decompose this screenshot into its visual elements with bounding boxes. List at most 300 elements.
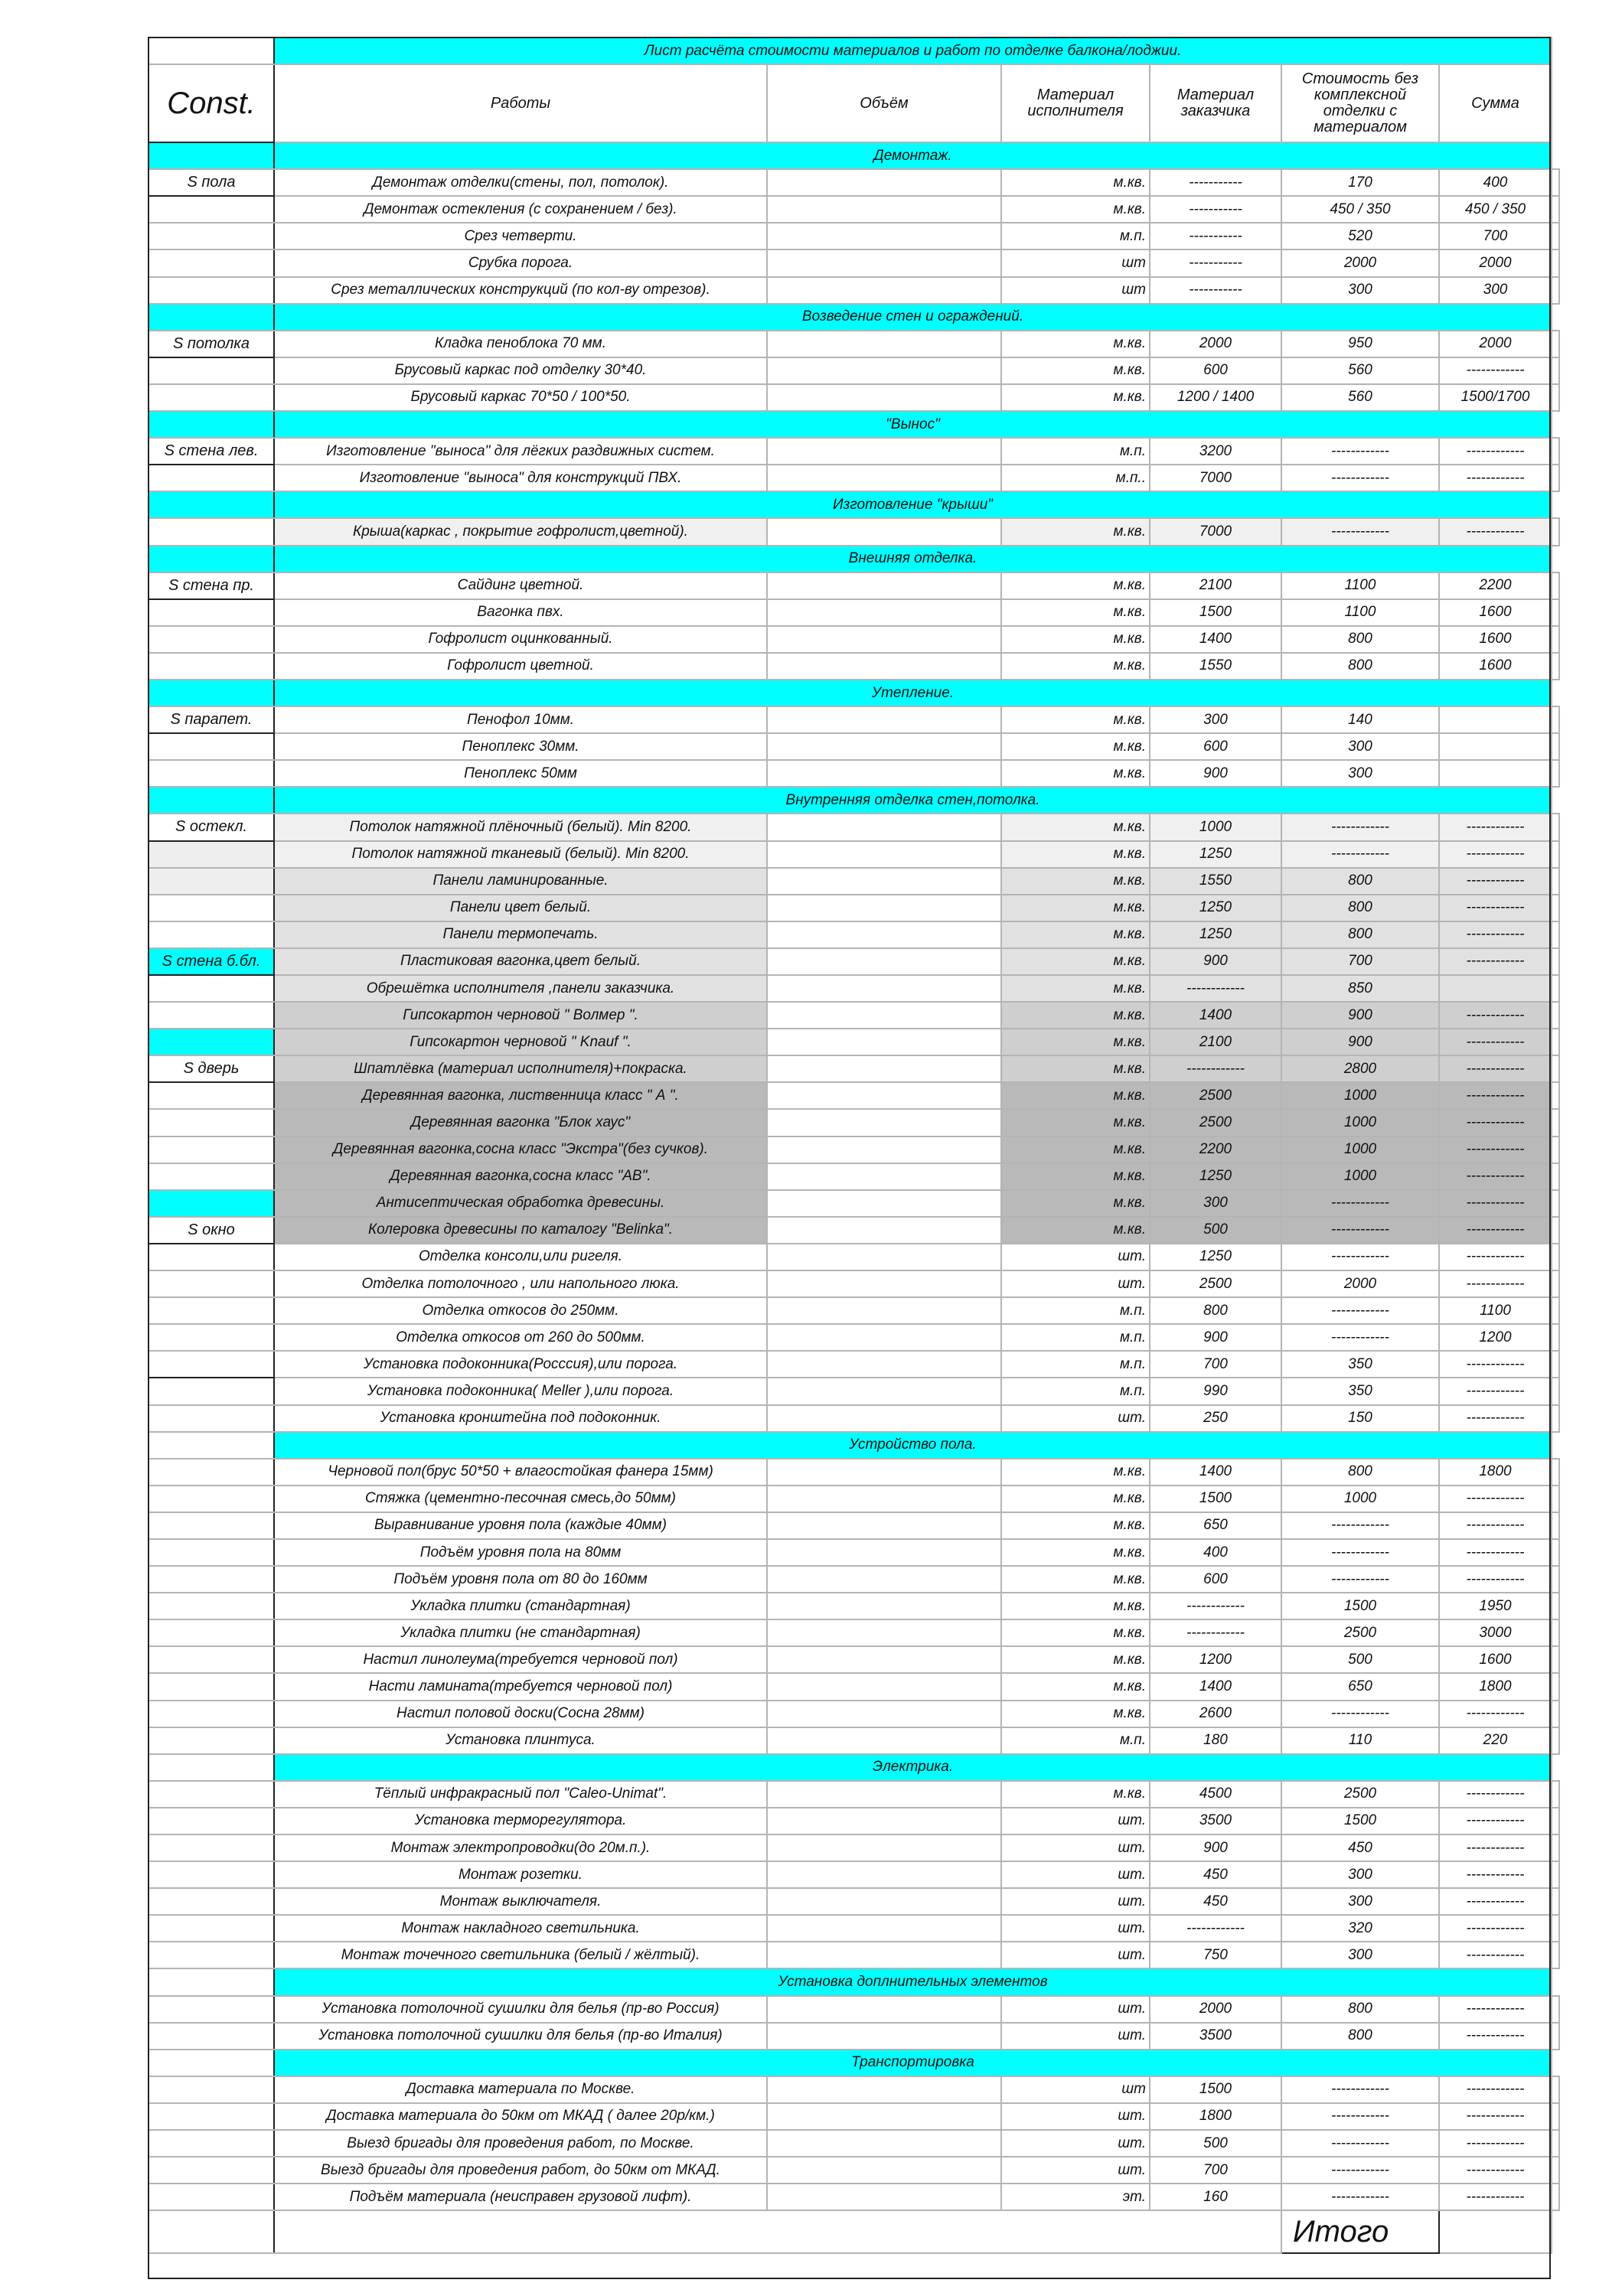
no-complex-cell: ------------ <box>1439 1566 1552 1593</box>
mat-customer-cell: 300 <box>1281 277 1439 304</box>
table-row <box>148 465 1559 491</box>
unit-cell: м.кв. <box>1001 975 1150 1002</box>
side-cell <box>148 1968 274 1995</box>
sum-cell <box>1552 223 1559 249</box>
mat-contractor-cell: 1500 <box>1150 599 1281 626</box>
side-label: S стена пр. <box>148 572 274 599</box>
work-cell: Выезд бригады для проведения работ, по Москве. <box>274 2130 767 2157</box>
section-title: Внешняя отделка. <box>274 546 1552 572</box>
section-title: Установка доплнительных элементов <box>274 1968 1552 1995</box>
no-complex-cell <box>1439 760 1552 787</box>
side-cell <box>148 1351 274 1378</box>
sum-cell <box>1552 1002 1559 1029</box>
unit-cell: м.кв. <box>1001 733 1150 760</box>
work-cell: Гипсокартон черновой " Knauf ". <box>274 1029 767 1055</box>
work-cell: Пенофол 10мм. <box>274 706 767 733</box>
unit-cell: м.п. <box>1001 1351 1150 1378</box>
side-cell <box>148 1459 274 1486</box>
mat-contractor-cell: 450 <box>1150 1888 1281 1915</box>
unit-cell: м.п. <box>1001 1324 1150 1351</box>
table-row <box>148 2076 1559 2103</box>
mat-customer-cell: 110 <box>1281 1727 1439 1754</box>
work-cell: Деревянная вагонка,сосна класс "Экстра"(без сучков). <box>274 1137 767 1163</box>
work-cell: Подъём уровня пола на 80мм <box>274 1539 767 1566</box>
unit-cell: м.кв. <box>1001 1055 1150 1082</box>
sum-cell <box>1552 1835 1559 1861</box>
table-row <box>148 1835 1559 1861</box>
volume-cell <box>767 733 1001 760</box>
table-row <box>148 760 1559 787</box>
sum-cell <box>1552 1029 1559 1055</box>
side-cell <box>148 465 274 491</box>
unit-cell: м.кв. <box>1001 1673 1150 1700</box>
section-row <box>148 491 1559 518</box>
sheet-title: Лист расчёта стоимости материалов и работ по отделке балкона/лоджии. <box>274 38 1552 64</box>
mat-customer-cell: 850 <box>1281 975 1439 1002</box>
mat-customer-cell: 300 <box>1281 1861 1439 1888</box>
no-complex-cell: ------------ <box>1439 1915 1552 1942</box>
sum-cell <box>1552 760 1559 787</box>
volume-cell <box>767 1055 1001 1082</box>
mat-contractor-cell: 2600 <box>1150 1701 1281 1727</box>
no-complex-cell: 220 <box>1439 1727 1552 1754</box>
unit-cell: м.кв. <box>1001 948 1150 975</box>
unit-cell: м.кв. <box>1001 706 1150 733</box>
side-cell <box>148 1701 274 1727</box>
unit-cell: м.п. <box>1001 1297 1150 1324</box>
side-cell <box>148 1727 274 1754</box>
side-cell <box>148 1378 274 1404</box>
sum-cell <box>1552 2023 1559 2050</box>
unit-cell: м.кв. <box>1001 169 1150 196</box>
no-complex-cell: 1600 <box>1439 599 1552 626</box>
volume-cell <box>767 1109 1001 1136</box>
no-complex-cell: 1800 <box>1439 1673 1552 1700</box>
mat-customer-cell: 800 <box>1281 895 1439 921</box>
side-cell <box>148 599 274 626</box>
work-cell: Черновой пол(брус 50*50 + влагостойкая фанера 15мм) <box>274 1459 767 1486</box>
side-cell <box>148 1082 274 1109</box>
sum-cell <box>1552 706 1559 733</box>
no-complex-cell: ------------ <box>1439 1244 1552 1270</box>
mat-contractor-cell: ------------ <box>1150 1055 1281 1082</box>
volume-cell <box>767 1297 1001 1324</box>
no-complex-cell: ------------ <box>1439 438 1552 465</box>
unit-cell: м.п. <box>1001 1378 1150 1404</box>
mat-contractor-cell: ------------ <box>1150 1593 1281 1619</box>
sum-cell <box>1552 599 1559 626</box>
side-cell <box>148 1996 274 2023</box>
section-row <box>148 142 1559 169</box>
sum-cell <box>1552 1619 1559 1646</box>
table-row <box>148 733 1559 760</box>
volume-cell <box>767 1512 1001 1539</box>
unit-cell: м.кв. <box>1001 895 1150 921</box>
mat-customer-cell: ------------ <box>1281 438 1439 465</box>
volume-cell <box>767 1244 1001 1270</box>
work-cell: Отделка консоли,или ригеля. <box>274 1244 767 1270</box>
sum-cell <box>1552 1808 1559 1835</box>
side-cell <box>148 249 274 276</box>
no-complex-cell: ------------ <box>1439 1190 1552 1217</box>
work-cell: Стяжка (цементно-песочная смесь,до 50мм) <box>274 1486 767 1512</box>
mat-contractor-cell: 500 <box>1150 2130 1281 2157</box>
table-row <box>148 1190 1559 1217</box>
unit-cell: м.кв. <box>1001 814 1150 840</box>
mat-contractor-cell: 1400 <box>1150 1459 1281 1486</box>
sum-cell <box>1552 733 1559 760</box>
sum-cell <box>1552 2130 1559 2157</box>
unit-cell: м.кв. <box>1001 1002 1150 1029</box>
work-cell: Кладка пеноблока 70 мм. <box>274 331 767 357</box>
unit-cell: м.кв. <box>1001 572 1150 599</box>
unit-cell: м.кв. <box>1001 841 1150 868</box>
work-cell: Панели термопечать. <box>274 921 767 948</box>
no-complex-cell: ------------ <box>1439 1378 1552 1404</box>
table-row <box>148 706 1559 733</box>
unit-cell: м.кв. <box>1001 196 1150 223</box>
table-row <box>148 1459 1559 1486</box>
table-row <box>148 1727 1559 1754</box>
mat-contractor-cell: 300 <box>1150 706 1281 733</box>
section-title: Утепление. <box>274 680 1552 706</box>
no-complex-cell: ------------ <box>1439 1405 1552 1432</box>
table-row <box>148 1217 1559 1244</box>
section-row <box>148 787 1559 814</box>
work-cell: Установка плинтуса. <box>274 1727 767 1754</box>
sum-cell <box>1552 2076 1559 2103</box>
mat-contractor-cell: ----------- <box>1150 196 1281 223</box>
volume-cell <box>767 1942 1001 1968</box>
side-cell <box>148 841 274 868</box>
mat-customer-cell: 1100 <box>1281 599 1439 626</box>
no-complex-cell: ------------ <box>1439 2076 1552 2103</box>
table-row <box>148 1942 1559 1968</box>
volume-cell <box>767 357 1001 384</box>
no-complex-cell: 400 <box>1439 169 1552 196</box>
mat-customer-cell: 1000 <box>1281 1137 1439 1163</box>
mat-contractor-cell: ----------- <box>1150 249 1281 276</box>
mat-contractor-cell: 1250 <box>1150 1163 1281 1190</box>
sum-cell <box>1552 1082 1559 1109</box>
volume-cell <box>767 2130 1001 2157</box>
table-row <box>148 1324 1559 1351</box>
no-complex-cell: ------------ <box>1439 895 1552 921</box>
no-complex-cell: 450 / 350 <box>1439 196 1552 223</box>
unit-cell: м.кв. <box>1001 1459 1150 1486</box>
mat-contractor-cell: 600 <box>1150 1566 1281 1593</box>
mat-customer-cell: 1500 <box>1281 1593 1439 1619</box>
no-complex-cell: ------------ <box>1439 518 1552 545</box>
no-complex-cell: ------------ <box>1439 1029 1552 1055</box>
mat-customer-cell: ------------ <box>1281 518 1439 545</box>
mat-customer-cell: 800 <box>1281 921 1439 948</box>
side-cell <box>148 1861 274 1888</box>
work-cell: Деревянная вагонка "Блок хаус" <box>274 1109 767 1136</box>
sum-cell <box>1552 1217 1559 1244</box>
table-row <box>148 384 1559 411</box>
sum-cell <box>1552 868 1559 895</box>
sum-cell <box>1552 1378 1559 1404</box>
work-cell: Антисептическая обработка древесины. <box>274 1190 767 1217</box>
table-row <box>148 1593 1559 1619</box>
mat-customer-cell: 800 <box>1281 2023 1439 2050</box>
table-row <box>148 1539 1559 1566</box>
volume-cell <box>767 1539 1001 1566</box>
sum-cell <box>1552 975 1559 1002</box>
volume-cell <box>767 196 1001 223</box>
volume-cell <box>767 2103 1001 2130</box>
section-row <box>148 680 1559 706</box>
mat-customer-cell: 1000 <box>1281 1486 1439 1512</box>
volume-cell <box>767 331 1001 357</box>
work-cell: Демонтаж остекления (с сохранением / без). <box>274 196 767 223</box>
work-cell: Пеноплекс 30мм. <box>274 733 767 760</box>
table-row <box>148 1861 1559 1888</box>
mat-customer-cell: ------------ <box>1281 1701 1439 1727</box>
mat-customer-cell: 2000 <box>1281 249 1439 276</box>
mat-customer-cell: 300 <box>1281 1888 1439 1915</box>
mat-contractor-cell: 900 <box>1150 948 1281 975</box>
volume-cell <box>767 1405 1001 1432</box>
mat-contractor-cell: 1250 <box>1150 841 1281 868</box>
mat-customer-cell: ------------ <box>1281 465 1439 491</box>
mat-contractor-cell: ----------- <box>1150 277 1281 304</box>
unit-cell: м.кв. <box>1001 1137 1150 1163</box>
sum-cell <box>1552 572 1559 599</box>
table-row <box>148 1029 1559 1055</box>
mat-customer-cell: 2000 <box>1281 1270 1439 1297</box>
sum-cell <box>1552 1137 1559 1163</box>
unit-cell: шт. <box>1001 1808 1150 1835</box>
no-complex-cell: ------------ <box>1439 465 1552 491</box>
no-complex-cell: ------------ <box>1439 2183 1552 2210</box>
mat-customer-cell: ------------ <box>1281 1539 1439 1566</box>
mat-contractor-cell: 750 <box>1150 1942 1281 1968</box>
unit-cell: м.кв. <box>1001 1217 1150 1244</box>
mat-contractor-cell: ------------ <box>1150 975 1281 1002</box>
work-cell: Колеровка древесины по каталогу "Belinka". <box>274 1217 767 1244</box>
volume-cell <box>767 1082 1001 1109</box>
volume-cell <box>767 1888 1001 1915</box>
table-row <box>148 653 1559 680</box>
volume-cell <box>767 1137 1001 1163</box>
unit-cell: м.кв. <box>1001 1701 1150 1727</box>
volume-cell <box>767 1996 1001 2023</box>
unit-cell: шт. <box>1001 1835 1150 1861</box>
table-row <box>148 1109 1559 1136</box>
unit-cell: шт <box>1001 277 1150 304</box>
work-cell: Отделка откосов от 260 до 500мм. <box>274 1324 767 1351</box>
no-complex-cell: ------------ <box>1439 1808 1552 1835</box>
mat-contractor-cell: 3200 <box>1150 438 1281 465</box>
table-row <box>148 1163 1559 1190</box>
mat-contractor-cell: 2000 <box>1150 1996 1281 2023</box>
side-cell <box>148 1029 274 1055</box>
volume-cell <box>767 814 1001 840</box>
table-row <box>148 1781 1559 1808</box>
table-row <box>148 1244 1559 1270</box>
volume-cell <box>767 841 1001 868</box>
side-cell <box>148 384 274 411</box>
mat-contractor-cell: 2500 <box>1150 1082 1281 1109</box>
mat-customer-cell: 520 <box>1281 223 1439 249</box>
volume-cell <box>767 1002 1001 1029</box>
sum-cell <box>1552 626 1559 653</box>
side-cell <box>148 1593 274 1619</box>
unit-cell: шт. <box>1001 2157 1150 2183</box>
unit-cell: м.кв. <box>1001 1593 1150 1619</box>
work-cell: Укладка плитки (не стандартная) <box>274 1619 767 1646</box>
sum-cell <box>1552 921 1559 948</box>
mat-customer-cell: ------------ <box>1281 1190 1439 1217</box>
mat-customer-cell: ------------ <box>1281 2157 1439 2183</box>
volume-cell <box>767 948 1001 975</box>
side-cell <box>148 357 274 384</box>
no-complex-cell: ------------ <box>1439 921 1552 948</box>
side-label: S парапет. <box>148 706 274 733</box>
header-no-complex: Стоимость без комплексной отделки с материалом <box>1281 64 1439 142</box>
mat-contractor-cell: 180 <box>1150 1727 1281 1754</box>
no-complex-cell: ------------ <box>1439 1109 1552 1136</box>
mat-customer-cell: 300 <box>1281 733 1439 760</box>
work-cell: Установка потолочной сушилки для белья (пр-во Италия) <box>274 2023 767 2050</box>
side-cell <box>148 1915 274 1942</box>
no-complex-cell: 3000 <box>1439 1619 1552 1646</box>
no-complex-cell: ------------ <box>1439 1701 1552 1727</box>
table-row <box>148 841 1559 868</box>
mat-customer-cell: 350 <box>1281 1378 1439 1404</box>
sum-cell <box>1552 277 1559 304</box>
mat-customer-cell: ------------ <box>1281 1324 1439 1351</box>
no-complex-cell: 700 <box>1439 223 1552 249</box>
mat-customer-cell: 450 <box>1281 1835 1439 1861</box>
sum-cell <box>1552 1486 1559 1512</box>
volume-cell <box>767 706 1001 733</box>
volume-cell <box>767 1378 1001 1404</box>
sum-cell <box>1552 1781 1559 1808</box>
side-cell <box>148 975 274 1002</box>
mat-contractor-cell: 7000 <box>1150 465 1281 491</box>
table-row <box>148 948 1559 975</box>
work-cell: Панели цвет белый. <box>274 895 767 921</box>
volume-cell <box>767 1781 1001 1808</box>
side-cell <box>148 1297 274 1324</box>
volume-cell <box>767 169 1001 196</box>
work-cell: Гофролист цветной. <box>274 653 767 680</box>
table-row <box>148 1270 1559 1297</box>
mat-customer-cell: ------------ <box>1281 2076 1439 2103</box>
mat-customer-cell: 700 <box>1281 948 1439 975</box>
mat-customer-cell: 2500 <box>1281 1781 1439 1808</box>
sum-cell <box>1552 465 1559 491</box>
side-label: S потолка <box>148 331 274 357</box>
mat-contractor-cell: 1550 <box>1150 868 1281 895</box>
work-cell: Монтаж розетки. <box>274 1861 767 1888</box>
no-complex-cell: ------------ <box>1439 1055 1552 1082</box>
side-cell <box>148 733 274 760</box>
mat-contractor-cell: 500 <box>1150 1217 1281 1244</box>
table-row <box>148 1297 1559 1324</box>
side-cell <box>148 1619 274 1646</box>
work-cell: Отделка откосов до 250мм. <box>274 1297 767 1324</box>
const-cell-top <box>148 38 274 64</box>
side-cell <box>148 223 274 249</box>
volume-cell <box>767 1459 1001 1486</box>
volume-cell <box>767 626 1001 653</box>
no-complex-cell: ------------ <box>1439 1861 1552 1888</box>
volume-cell <box>767 1861 1001 1888</box>
sum-cell <box>1552 1942 1559 1968</box>
unit-cell: м.п. <box>1001 438 1150 465</box>
mat-customer-cell: 150 <box>1281 1405 1439 1432</box>
mat-contractor-cell: ----------- <box>1150 169 1281 196</box>
no-complex-cell: ------------ <box>1439 2103 1552 2130</box>
unit-cell: м.кв. <box>1001 1781 1150 1808</box>
side-cell <box>148 1163 274 1190</box>
side-cell <box>148 2050 274 2076</box>
section-row <box>148 304 1559 331</box>
sum-cell <box>1552 1405 1559 1432</box>
mat-customer-cell: 500 <box>1281 1646 1439 1673</box>
unit-cell: м.кв. <box>1001 1566 1150 1593</box>
work-cell: Установка терморегулятора. <box>274 1808 767 1835</box>
mat-contractor-cell: 2500 <box>1150 1109 1281 1136</box>
unit-cell: м.кв. <box>1001 1082 1150 1109</box>
no-complex-cell: 300 <box>1439 277 1552 304</box>
section-row <box>148 2050 1559 2076</box>
unit-cell: шт <box>1001 2076 1150 2103</box>
work-cell: Установка кронштейна под подоконник. <box>274 1405 767 1432</box>
work-cell: Монтаж накладного светильника. <box>274 1915 767 1942</box>
side-cell <box>148 1432 274 1459</box>
volume-cell <box>767 599 1001 626</box>
sum-cell <box>1552 1270 1559 1297</box>
work-cell: Деревянная вагонка, лиственница класс " А ". <box>274 1082 767 1109</box>
side-cell <box>148 868 274 895</box>
no-complex-cell: ------------ <box>1439 2157 1552 2183</box>
side-label: S дверь <box>148 1055 274 1082</box>
side-cell <box>148 2103 274 2130</box>
mat-customer-cell: 140 <box>1281 706 1439 733</box>
volume-cell <box>767 572 1001 599</box>
no-complex-cell: 1500/1700 <box>1439 384 1552 411</box>
side-cell <box>148 895 274 921</box>
unit-cell: шт. <box>1001 2023 1150 2050</box>
mat-contractor-cell: 600 <box>1150 733 1281 760</box>
sum-cell <box>1552 331 1559 357</box>
mat-customer-cell: 950 <box>1281 331 1439 357</box>
unit-cell: м.кв. <box>1001 1029 1150 1055</box>
mat-customer-cell: ------------ <box>1281 1217 1439 1244</box>
mat-contractor-cell: 1250 <box>1150 895 1281 921</box>
mat-customer-cell: ------------ <box>1281 1566 1439 1593</box>
section-title: Электрика. <box>274 1754 1552 1781</box>
mat-customer-cell: ------------ <box>1281 2130 1439 2157</box>
mat-customer-cell: 1000 <box>1281 1082 1439 1109</box>
side-cell <box>148 2210 274 2253</box>
section-row <box>148 1432 1559 1459</box>
volume-cell <box>767 895 1001 921</box>
no-complex-cell: ------------ <box>1439 1781 1552 1808</box>
price-sheet <box>148 37 1560 2254</box>
side-cell <box>148 1137 274 1163</box>
side-cell <box>148 680 274 706</box>
mat-contractor-cell: 1550 <box>1150 653 1281 680</box>
side-cell <box>148 1942 274 1968</box>
total-row <box>148 2210 1559 2253</box>
table-row <box>148 1646 1559 1673</box>
